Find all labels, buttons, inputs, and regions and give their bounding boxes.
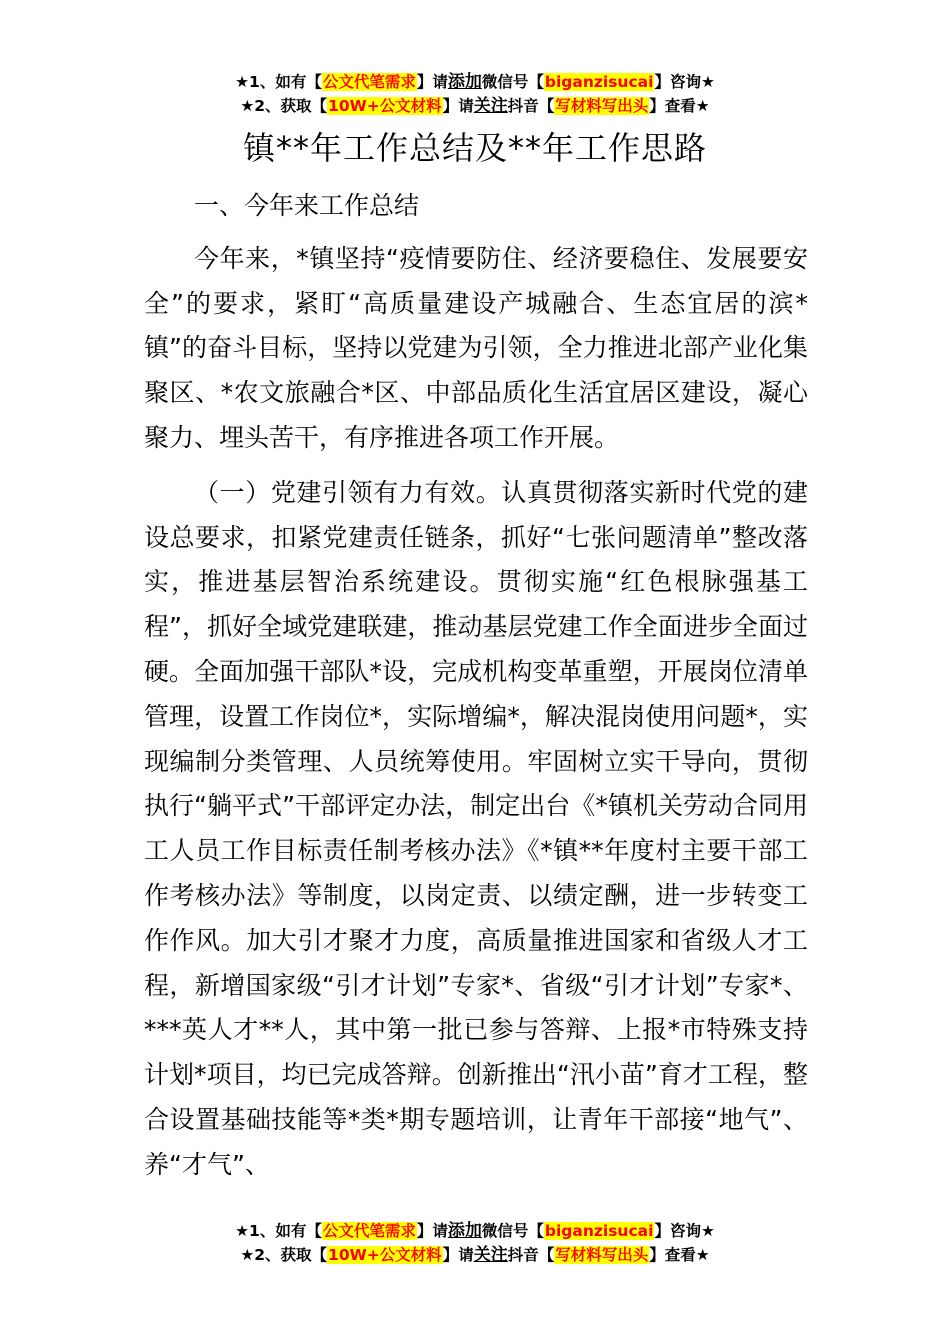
promo-highlight: biganzisucai	[544, 73, 654, 91]
promo-text: 】请	[416, 1222, 448, 1240]
promo-underlined: 添加	[447, 72, 482, 92]
promo-text: ★2、获取【	[240, 1246, 328, 1264]
promo-text: 微信号【	[481, 1222, 544, 1240]
promo-text: 】咨询★	[654, 1222, 715, 1240]
paragraph: 今年来，*镇坚持“疫情要防住、经济要稳住、发展要安全”的要求，紧盯“高质量建设产城融合、生态宜居的滨*镇”的奋斗目标，坚持以党建为引领，全力推进北部产业化集聚区、*农文旅融合*区、中部品质化生活宜居区建设，凝心聚力、埋头苦干，有序推进各项工作开展。	[144, 243, 808, 452]
promo-text: ★1、如有【	[235, 73, 322, 91]
promo-text: 】请	[442, 1246, 474, 1264]
promo-line-2	[0, 1243, 950, 1267]
section-heading: 一、今年来工作总结	[194, 191, 420, 220]
paragraph: （一）党建引领有力有效。认真贯彻落实新时代党的建设总要求，扣紧党建责任链条，抓好“七张问题清单”整改落实，推进基层智治系统建设。贯彻实施“红色根脉强基工程”，抓好全域党建联建，推动基层党建工作全面进步全面过硬。全面加强干部队*设，完成机构变革重塑，开展岗位清单管理，设置工作岗位*，实际增编*，解决混岗使用问题*，实现编制分类管理、人员统筹使用。牢固树立实干导向，贯彻执行“躺平式”干部评定办法，制定出台《*镇机关劳动合同用工人员工作目标责任制考核办法》《*镇**年度村主要干部工作考核办法》等制度，以岗定责、以绩定酬，进一步转变工作作风。加大引才聚才力度，高质量推进国家和省级人才工程，新增国家级“引才计划”专家*、省级“引才计划”专家*、***英人才**人，其中第一批已参与答辩、上报*市特殊支持计划*项目，均已完成答辩。创新推出“汛小苗”育才工程，整合设置基础技能等*类*期专题培训，让青年干部接“地气”、养“才气”、	[144, 477, 808, 1179]
promo-highlight: 写材料写出头	[555, 97, 649, 115]
promo-highlight: 公文代笔需求	[322, 1222, 416, 1240]
promo-line-2	[0, 94, 950, 118]
promo-underlined: 添加	[447, 1221, 482, 1241]
bottom-promo-banner	[0, 1219, 950, 1267]
promo-highlight: 写材料写出头	[555, 1246, 649, 1264]
promo-text: ★2、获取【	[240, 97, 328, 115]
promo-text: 】查看★	[649, 1246, 710, 1264]
promo-highlight: biganzisucai	[544, 1222, 654, 1240]
promo-highlight: 10W+公文材料	[328, 1246, 442, 1264]
promo-highlight: 10W+公文材料	[328, 97, 442, 115]
top-promo-banner	[0, 70, 950, 118]
promo-text: ★1、如有【	[235, 1222, 322, 1240]
promo-text: 】咨询★	[654, 73, 715, 91]
promo-underlined: 关注	[473, 96, 508, 116]
promo-line-1	[0, 1219, 950, 1243]
promo-text: 微信号【	[481, 73, 544, 91]
promo-underlined: 关注	[473, 1245, 508, 1265]
document-body	[144, 184, 808, 1188]
promo-text: 】请	[442, 97, 474, 115]
promo-text: 】查看★	[649, 97, 710, 115]
promo-line-1	[0, 70, 950, 94]
promo-highlight: 公文代笔需求	[322, 73, 416, 91]
document-title: 镇**年工作总结及**年工作思路	[242, 129, 707, 167]
promo-text: 】请	[416, 73, 448, 91]
promo-text: 抖音【	[507, 97, 555, 115]
promo-text: 抖音【	[507, 1246, 555, 1264]
